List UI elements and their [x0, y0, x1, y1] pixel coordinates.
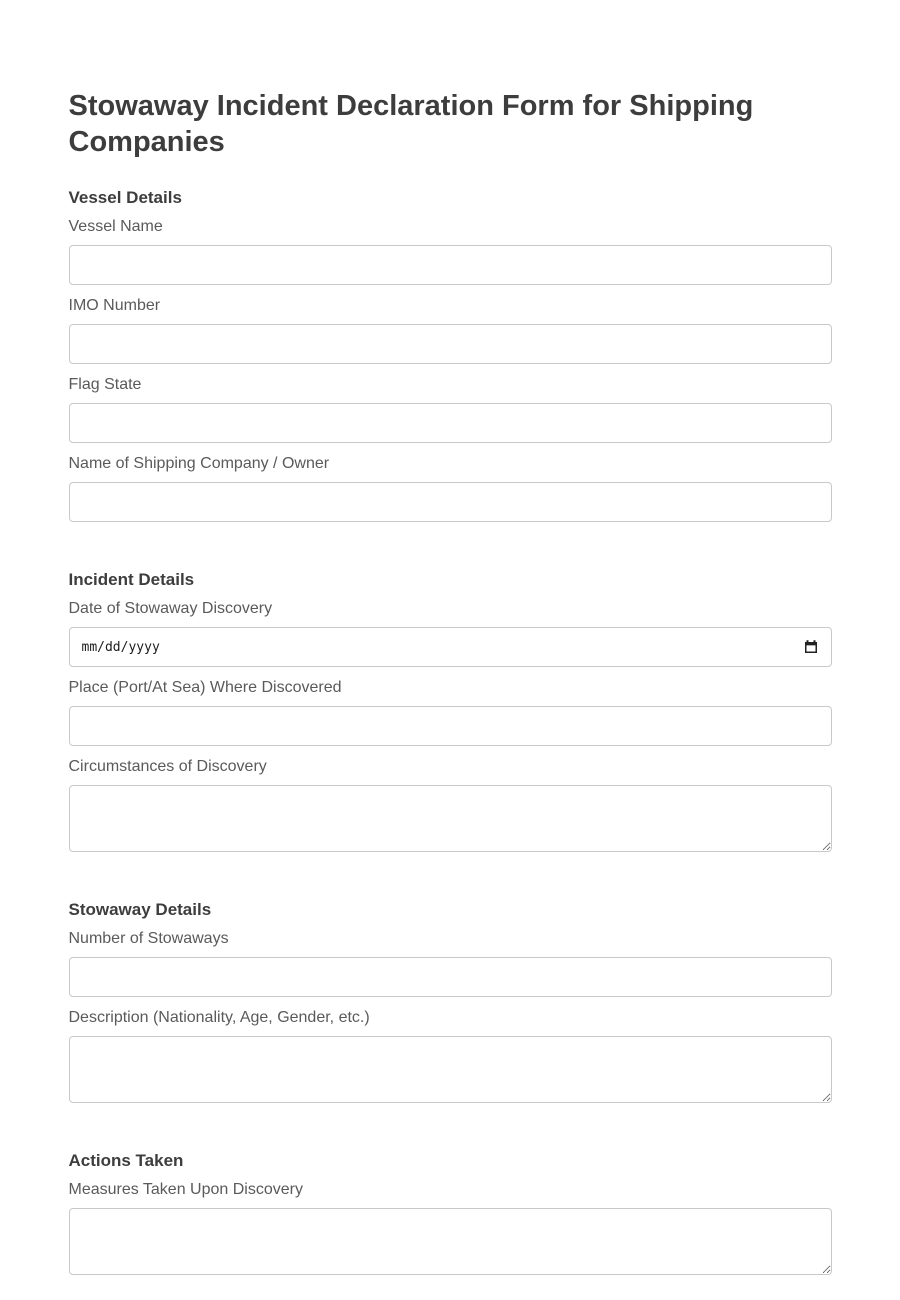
field-measures-taken: [69, 1181, 832, 1275]
field-circumstances: [69, 758, 832, 852]
imo-number-input[interactable]: [69, 324, 832, 364]
imo-number-label: IMO Number: [68, 297, 161, 314]
circumstances-label: Circumstances of Discovery: [68, 758, 267, 775]
circumstances-textarea[interactable]: [69, 785, 832, 852]
page-title: Stowaway Incident Declaration Form for Shipping Companies: [68, 90, 754, 158]
vessel-name-label: Vessel Name: [68, 218, 163, 235]
flag-state-label: Flag State: [68, 376, 142, 393]
field-stowaway-description: [69, 1009, 832, 1103]
vessel-name-input[interactable]: [69, 245, 832, 285]
measures-taken-textarea[interactable]: [69, 1208, 832, 1275]
number-of-stowaways-input[interactable]: [69, 957, 832, 997]
number-of-stowaways-label: Number of Stowaways: [68, 930, 229, 947]
measures-taken-label: Measures Taken Upon Discovery: [68, 1181, 303, 1198]
section-incident-details: [69, 570, 832, 852]
stowaway-description-label: Description (Nationality, Age, Gender, etc.): [68, 1009, 370, 1026]
stowaway-description-textarea[interactable]: [69, 1036, 832, 1103]
field-discovery-date: [69, 600, 832, 667]
section-heading-vessel-details: Vessel Details: [68, 188, 182, 207]
field-place-discovered: [69, 679, 832, 746]
place-discovered-input[interactable]: [69, 706, 832, 746]
field-number-of-stowaways: [69, 930, 832, 997]
shipping-company-label: Name of Shipping Company / Owner: [68, 455, 330, 472]
section-vessel-details: [69, 188, 832, 522]
section-heading-actions-taken: Actions Taken: [68, 1151, 184, 1170]
date-placeholder: mm/dd/yyyy: [81, 639, 160, 655]
place-discovered-label: Place (Port/At Sea) Where Discovered: [68, 679, 342, 696]
calendar-icon[interactable]: [803, 639, 819, 655]
section-heading-incident-details: Incident Details: [68, 570, 195, 589]
field-shipping-company: [69, 455, 832, 522]
field-flag-state: [69, 376, 832, 443]
discovery-date-label: Date of Stowaway Discovery: [68, 600, 273, 617]
section-stowaway-details: [69, 900, 832, 1103]
field-vessel-name: [69, 218, 832, 285]
section-heading-stowaway-details: Stowaway Details: [68, 900, 212, 919]
shipping-company-input[interactable]: [69, 482, 832, 522]
form-page: [69, 0, 832, 1275]
flag-state-input[interactable]: [69, 403, 832, 443]
field-imo-number: [69, 297, 832, 364]
discovery-date-input[interactable]: [69, 627, 832, 667]
section-actions-taken: [69, 1151, 832, 1275]
